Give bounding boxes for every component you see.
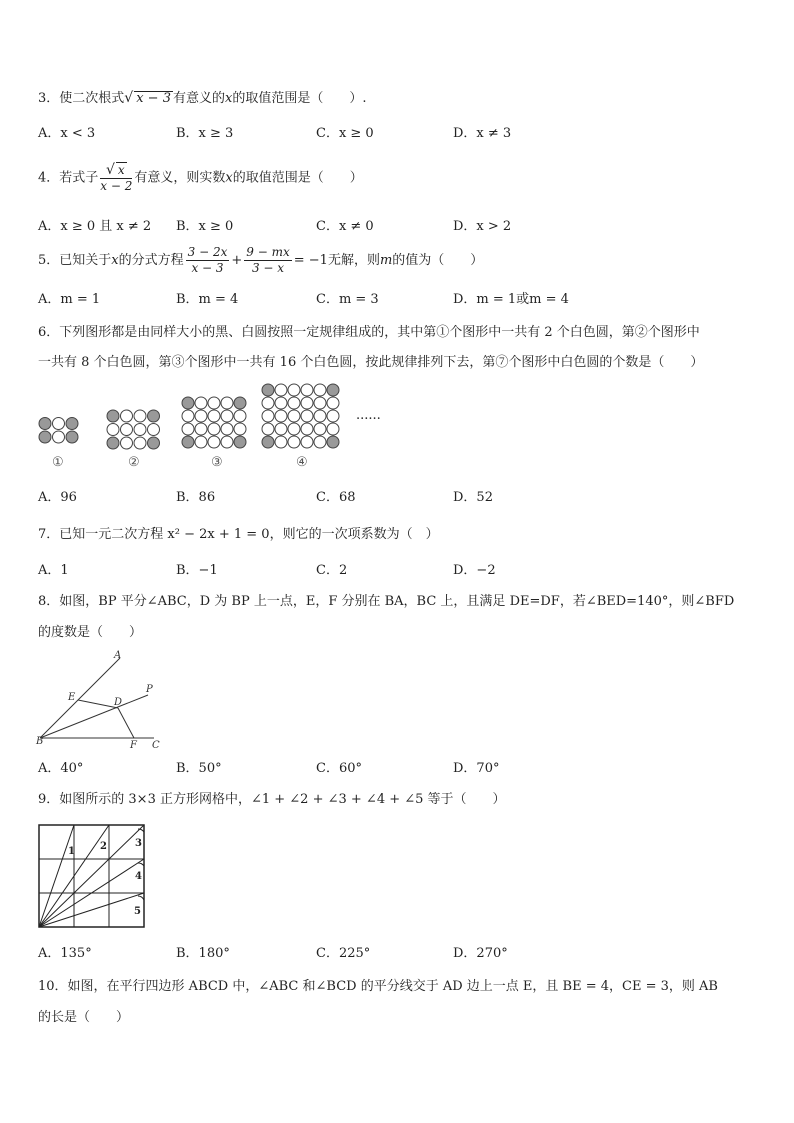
white-circle (288, 410, 300, 422)
q6-label-4: ④ (296, 455, 308, 470)
q4-option-b[interactable]: B．x ≥ 0 (176, 219, 234, 234)
q3-radicand: x − 3 (136, 91, 171, 106)
white-circle (301, 397, 313, 409)
segment-df (118, 708, 134, 738)
white-circle (121, 437, 133, 449)
white-circle (327, 423, 339, 435)
white-circle (208, 436, 220, 448)
q9-grid-figure (38, 824, 150, 930)
black-circle (234, 436, 246, 448)
white-circle (262, 423, 274, 435)
white-circle (301, 423, 313, 435)
q7-option-a[interactable]: A．1 (38, 563, 69, 578)
q8-stem-line-2: 的度数是（ ） (38, 625, 143, 640)
point-label-f: F (130, 740, 137, 751)
q7-stem: 7．已知一元二次方程 x² − 2x + 1 = 0，则它的一次项系数为（ ） (38, 527, 439, 542)
white-circle (195, 436, 207, 448)
white-circle (195, 410, 207, 422)
black-circle (327, 436, 339, 448)
q9-option-d[interactable]: D．270° (453, 946, 508, 961)
ray-ba (40, 658, 123, 738)
angle-arc-5 (138, 896, 144, 900)
q6-circle-patterns (0, 380, 794, 490)
q4-option-d[interactable]: D．x > 2 (453, 219, 512, 234)
black-circle (66, 431, 78, 443)
black-circle (327, 384, 339, 396)
q8-option-b[interactable]: B．50° (176, 761, 222, 776)
white-circle (314, 410, 326, 422)
q9-option-b[interactable]: B．180° (176, 946, 230, 961)
white-circle (182, 410, 194, 422)
point-label-b: B (36, 736, 44, 747)
black-circle (148, 410, 160, 422)
q6-label-1: ① (52, 455, 64, 470)
black-circle (262, 436, 274, 448)
white-circle (234, 410, 246, 422)
segment-de (78, 700, 118, 708)
white-circle (53, 431, 65, 443)
white-circle (208, 423, 220, 435)
black-circle (107, 410, 119, 422)
ray-5 (39, 893, 144, 927)
white-circle (195, 423, 207, 435)
white-circle (288, 397, 300, 409)
q9-option-c[interactable]: C．225° (316, 946, 371, 961)
q8-option-c[interactable]: C．60° (316, 761, 362, 776)
q6-stem-line-2: 一共有 8 个白色圆，第③个图形中一共有 16 个白色圆，按此规律排列下去，第⑦个图形中白色圆的个数是（ ） (38, 355, 704, 370)
q9-stem: 9．如图所示的 3×3 正方形网格中，∠1 + ∠2 + ∠3 + ∠4 + ∠5 等于（ ） (38, 792, 506, 807)
q8-option-d[interactable]: D．70° (453, 761, 500, 776)
angle-label-5: 5 (134, 906, 141, 917)
white-circle (275, 410, 287, 422)
q5-option-b[interactable]: B．m = 4 (176, 292, 239, 307)
white-circle (208, 410, 220, 422)
white-circle (314, 397, 326, 409)
white-circle (314, 423, 326, 435)
q7-option-d[interactable]: D．−2 (453, 563, 496, 578)
angle-label-2: 2 (100, 841, 107, 852)
white-circle (314, 436, 326, 448)
black-circle (182, 436, 194, 448)
white-circle (107, 424, 119, 436)
q9-option-a[interactable]: A．135° (38, 946, 92, 961)
q6-stem-line-1: 6．下列图形都是由同样大小的黑、白圆按照一定规律组成的，其中第①个图形中一共有 2 个白色圆，第②个图形中 (38, 325, 700, 340)
angle-label-4: 4 (135, 871, 142, 882)
white-circle (262, 397, 274, 409)
white-circle (301, 410, 313, 422)
white-circle (275, 436, 287, 448)
q6-option-d[interactable]: D．52 (453, 490, 493, 505)
q4-stem: 4．若式子 $\frac{√ x}{x - 2}$ 有意义，则实数x的取值范围是（ ） (38, 162, 363, 193)
white-circle (134, 437, 146, 449)
white-circle (134, 424, 146, 436)
white-circle (148, 424, 160, 436)
q7-option-c[interactable]: C．2 (316, 563, 348, 578)
black-circle (234, 397, 246, 409)
white-circle (262, 410, 274, 422)
white-circle (327, 410, 339, 422)
white-circle (234, 423, 246, 435)
white-circle (208, 397, 220, 409)
q3-option-d[interactable]: D．x ≠ 3 (453, 126, 512, 141)
q6-option-a[interactable]: A．96 (38, 490, 77, 505)
q10-stem-line-2: 的长是（ ） (38, 1010, 130, 1025)
q4-option-a[interactable]: A．x ≥ 0 且 x ≠ 2 (38, 219, 152, 234)
q3-option-b[interactable]: B．x ≥ 3 (176, 126, 234, 141)
q6-option-c[interactable]: C．68 (316, 490, 356, 505)
q3-option-c[interactable]: C．x ≥ 0 (316, 126, 374, 141)
white-circle (275, 397, 287, 409)
point-label-e: E (68, 692, 76, 703)
white-circle (288, 384, 300, 396)
q5-stem: 5．已知关于x的分式方程 $\frac{3 - 2x}{x - 3}$ + $\frac{9 - mx}{3 - x}$ = −1无解，则m的值为（ ） (38, 245, 484, 275)
white-circle (288, 436, 300, 448)
black-circle (39, 431, 51, 443)
point-label-c: C (152, 740, 160, 751)
white-circle (275, 423, 287, 435)
white-circle (314, 384, 326, 396)
q8-option-a[interactable]: A．40° (38, 761, 84, 776)
angle-label-1: 1 (68, 846, 75, 857)
white-circle (221, 436, 233, 448)
black-circle (148, 437, 160, 449)
point-label-p: P (146, 684, 153, 695)
q4-fraction: $\frac{√ x}{x - 2}$ (100, 162, 133, 193)
q3-stem: 3．使二次根式√ x − 3 有意义的x的取值范围是（ ）. (38, 90, 367, 106)
q5-option-a[interactable]: A．m = 1 (38, 292, 101, 307)
white-circle (134, 410, 146, 422)
white-circle (221, 397, 233, 409)
q6-label-2: ② (128, 455, 140, 470)
black-circle (262, 384, 274, 396)
circle-pattern-group (39, 384, 339, 449)
ray-bp (40, 695, 148, 738)
white-circle (182, 423, 194, 435)
point-label-d: D (114, 697, 123, 708)
white-circle (327, 397, 339, 409)
black-circle (39, 418, 51, 430)
q7-option-b[interactable]: B．−1 (176, 563, 218, 578)
q6-label-3: ③ (211, 455, 223, 470)
white-circle (121, 424, 133, 436)
q5-fraction-2: $\frac{9 - mx}{3 - x}$ (246, 245, 290, 275)
white-circle (301, 384, 313, 396)
black-circle (107, 437, 119, 449)
black-circle (66, 418, 78, 430)
white-circle (53, 418, 65, 430)
white-circle (301, 436, 313, 448)
q4-option-c[interactable]: C．x ≠ 0 (316, 219, 374, 234)
q6-option-b[interactable]: B．86 (176, 490, 216, 505)
angle-arc-4 (138, 863, 144, 866)
q8-angle-figure (36, 650, 176, 750)
q10-stem-line-1: 10．如图，在平行四边形 ABCD 中，∠ABC 和∠BCD 的平分线交于 AD 边上一点 E，且 BE = 4，CE = 3，则 AB (38, 979, 718, 994)
white-circle (221, 423, 233, 435)
white-circle (121, 410, 133, 422)
point-label-a: A (114, 650, 122, 661)
q5-option-c[interactable]: C．m = 3 (316, 292, 379, 307)
white-circle (288, 423, 300, 435)
q6-ellipsis: ...... (356, 408, 381, 423)
angle-label-3: 3 (135, 838, 142, 849)
white-circle (275, 384, 287, 396)
black-circle (182, 397, 194, 409)
ray-3 (39, 825, 144, 927)
q5-option-d[interactable]: D．m = 1或m = 4 (453, 292, 569, 307)
q5-fraction-1: $\frac{3 - 2x}{x - 3}$ (187, 245, 228, 275)
ray-1 (39, 825, 74, 927)
white-circle (195, 397, 207, 409)
white-circle (221, 410, 233, 422)
q8-stem-line-1: 8．如图，BP 平分∠ABC，D 为 BP 上一点，E，F 分别在 BA，BC 上，且满足 DE=DF，若∠BED=140°，则∠BFD (38, 594, 735, 609)
q3-option-a[interactable]: A．x < 3 (38, 126, 96, 141)
